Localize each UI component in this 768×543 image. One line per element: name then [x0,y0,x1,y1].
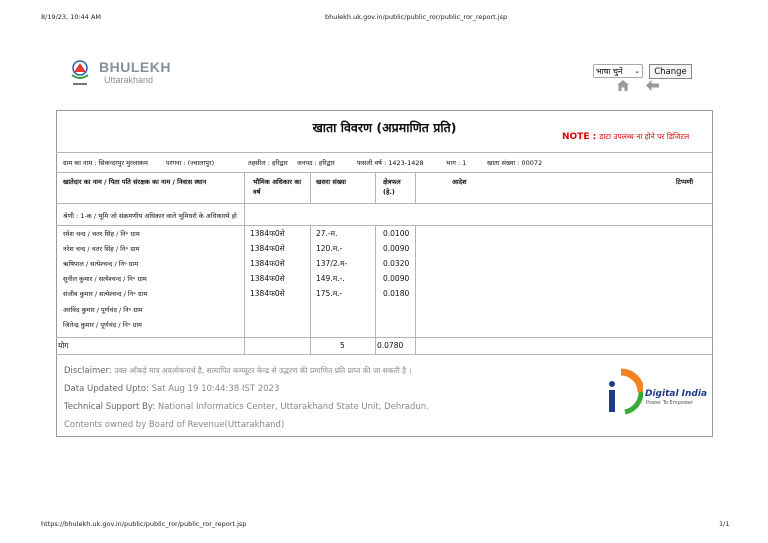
contents-owned: Contents owned by Board of Revenue(Uttarakhand) [64,420,285,430]
technical-support [64,402,429,412]
print-footer-page: 1/1 [719,520,730,528]
khasra-cell: 120.म.- [316,244,343,253]
data-updated-value: Sat Aug 19 10:44:38 IST 2023 [151,384,280,394]
brand-subtitle: Uttarakhand [104,75,154,85]
language-select[interactable] [593,64,643,78]
area-cell: 0.0320 [383,259,410,268]
year-cell: 1384फ0से [250,244,285,253]
khasra-cell: 27.-म. [316,229,338,238]
owner-cell: सुनील कुमार / सत्येश्चन्द / नि॰ ग्राम [63,275,147,283]
total-label: योग [58,341,69,350]
digital-india-title: Digital India [645,389,708,399]
khasra-cell: 149.म.-. [316,274,345,283]
category-shreni: श्रेणी : 1-क / भूमि जो संक्रमणीय अधिकार वाले भूमिधरो के अधिकारमे हो [63,212,237,220]
col-remarks: टिप्पणी [676,178,694,186]
brand-title: BHULEKH [99,59,171,75]
village-name: ग्राम का नाम : सिकन्दरपुर मुल्लाकम [63,159,148,167]
note-label: NOTE : [562,132,597,142]
digital-india-logo-icon [603,368,643,416]
col-khasra: खसरा संख्या [316,178,346,186]
khata-number: खाता संख्या : 00072 [487,159,543,167]
col-owner: खातेदार का नाम / पिता पति संरक्षक का नाम / निवास स्थान [63,178,207,186]
year-cell: 1384फ0से [250,259,285,268]
owner-cell: अरविंद कुमार / पूर्णचंद / नि॰ ग्राम [63,306,143,314]
total-count: 5 [340,341,345,350]
technical-support-label: Technical Support By: [64,402,156,412]
owner-cell: ऋषिपाल / सत्येश्चन्द / नि॰ ग्राम [63,260,139,268]
owner-cell: संजीव कुमार / सत्येश्चन्द / नि॰ ग्राम [63,290,148,298]
pargana: परगना : (ज्वालापुर) [166,159,215,167]
print-datetime: 8/19/23, 10:44 AM [41,13,102,21]
khasra-cell: 137/2.म- [316,259,348,268]
report-title: खाता विवरण (अप्रमाणित प्रति) [312,120,457,135]
col-order: आदेश [452,178,467,186]
area-cell: 0.0180 [383,289,410,298]
language-select-value: भाषा चुनें [596,66,623,76]
back-arrow-icon[interactable] [646,80,659,95]
bhag: भाग : 1 [446,159,467,167]
disclaimer-text: उक्त आँकड़े मात्र अवलोकनार्थ है, सत्यापित कम्प्यूटर केन्द्र से उद्धरण की प्रमाणित प्रति प्राप्त की जा सकती है । [114,366,412,375]
print-url: bhulekh.uk.gov.in/public/public_ror/public_ror_report.jsp [325,13,508,21]
year-cell: 1384फ0से [250,229,285,238]
year-cell: 1384फ0से [250,274,285,283]
note [562,132,689,142]
print-footer-url: https://bhulekh.uk.gov.in/public/public_ror/public_ror_report.jsp [41,520,247,528]
col-area: क्षेत्रफल (हे.) [383,178,401,196]
owner-cell: रमेश चन्द / चतर सिंह / नि॰ ग्राम [63,230,140,238]
disclaimer [64,366,411,376]
uttarakhand-emblem-icon [66,59,94,89]
change-language-button[interactable]: Change [649,64,692,79]
data-updated-label: Data Updated Upto: [64,384,149,394]
note-text: डाटा उपलब्ध ना होने पर डिजिटल [599,132,690,141]
col-year: भौमिक अधिकार का वर्ष [253,178,301,196]
year-cell: 1384फ0से [250,289,285,298]
chevron-down-icon: ⌄ [634,67,640,75]
district: जनपद : हरिद्वार [297,159,335,167]
owner-cell: जितेन्द्र कुमार / पूर्णचंद / नि॰ ग्राम [63,321,142,329]
owner-cell: नरेश चन्द / चतर सिंह / नि॰ ग्राम [63,245,140,253]
disclaimer-label: Disclaimer: [64,366,112,376]
total-area: 0.0780 [377,341,404,350]
area-cell: 0.0090 [383,274,410,283]
area-cell: 0.0090 [383,244,410,253]
khasra-cell: 175.म.- [316,289,343,298]
home-icon[interactable] [617,80,629,95]
technical-support-value: National Informatics Center, Uttarakhand State Unit, Dehradun. [157,402,429,412]
tehsil: तहसील : हरिद्वार [248,159,288,167]
area-cell: 0.0100 [383,229,410,238]
digital-india-tagline: Power To Empower [646,400,694,406]
data-updated [64,384,279,394]
fasli-year: फसली वर्ष : 1423-1428 [357,159,424,167]
